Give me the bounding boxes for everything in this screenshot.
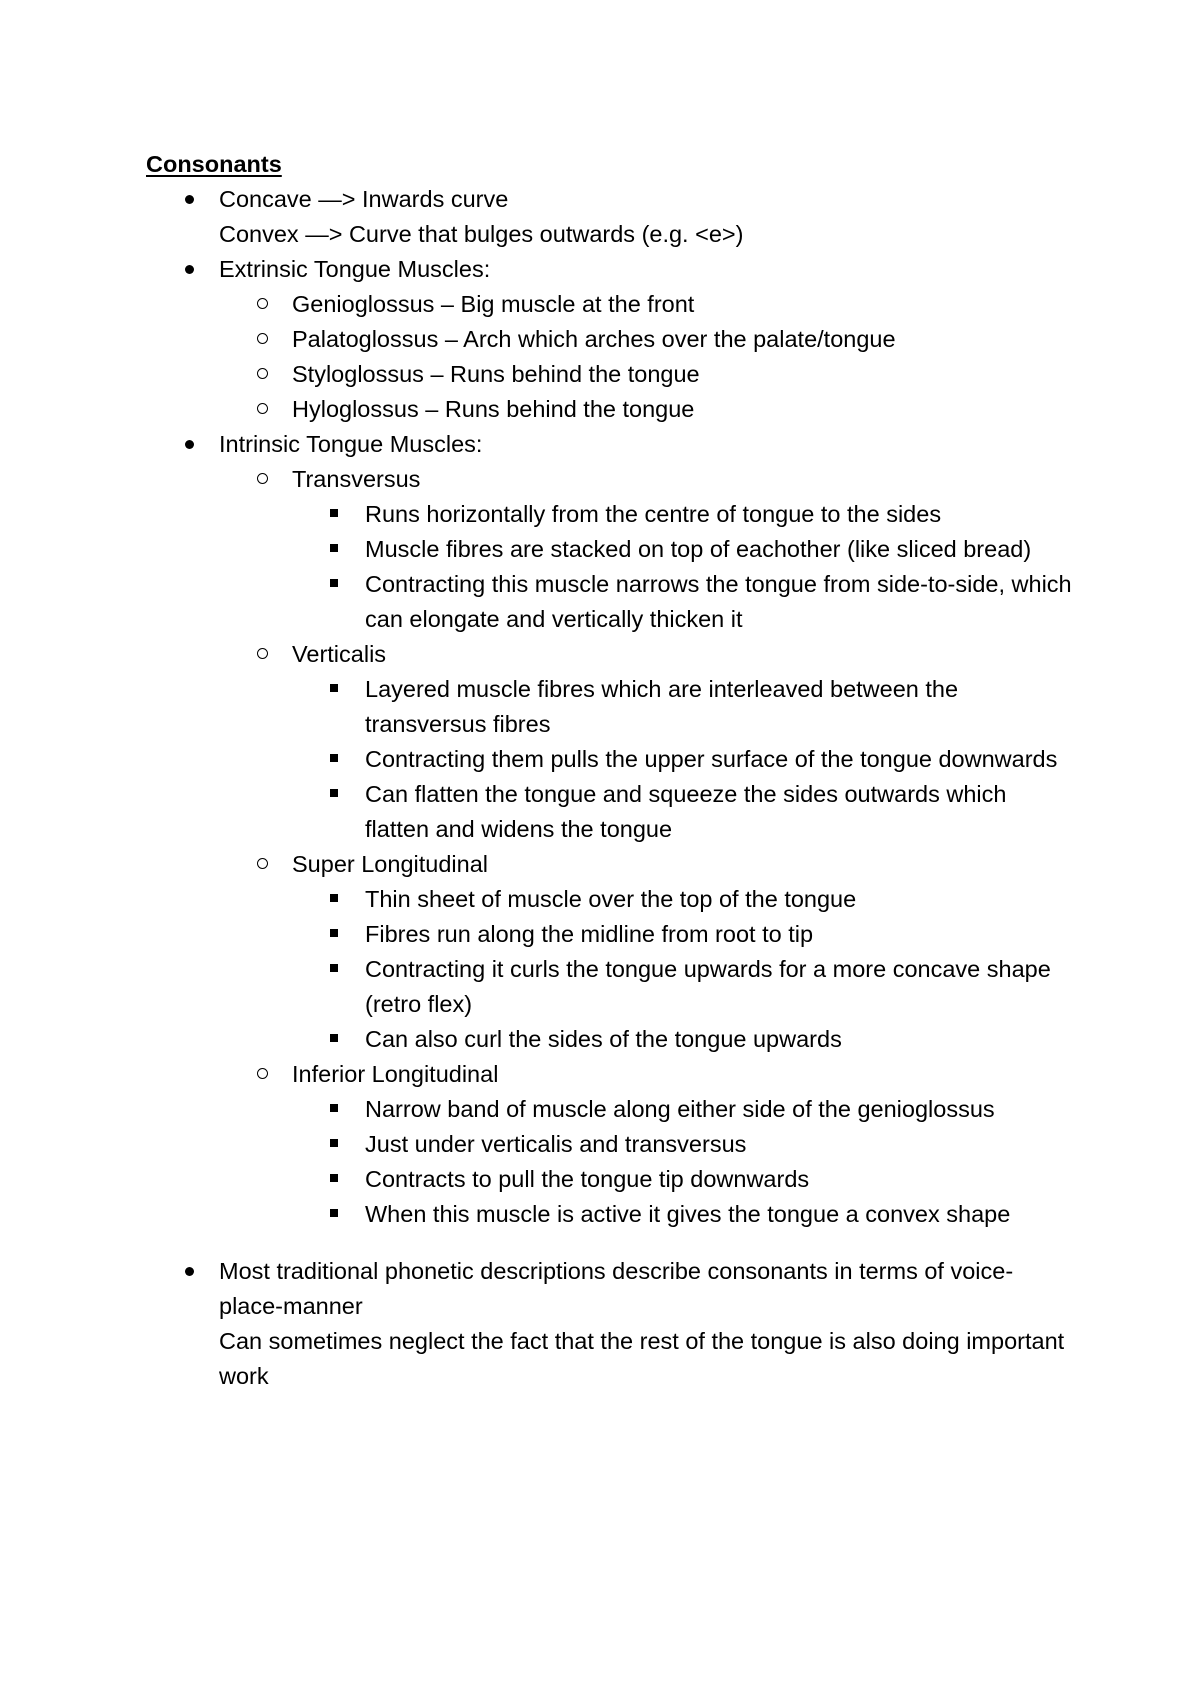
bullet-square-icon — [330, 509, 338, 517]
muscle-text: Styloglossus – Runs behind the tongue — [292, 361, 700, 387]
list-item-extrinsic — [146, 252, 1076, 287]
muscle-text: Hyloglossus – Runs behind the tongue — [292, 396, 695, 422]
muscle-label: Super Longitudinal — [292, 851, 488, 877]
muscle-label: Verticalis — [292, 641, 387, 667]
muscle-text: Genioglossus – Big muscle at the front — [292, 291, 695, 317]
muscle-label: Inferior Longitudinal — [292, 1061, 499, 1087]
bullet-square-icon — [330, 1174, 338, 1182]
bullet-circle-icon — [257, 858, 268, 869]
bullet-circle-icon — [257, 1068, 268, 1079]
bullet-square-icon — [330, 894, 338, 902]
point-text: Can also curl the sides of the tongue upwards — [365, 1026, 842, 1052]
bullet-circle-icon — [257, 648, 268, 659]
list-item — [327, 567, 1076, 637]
list-item — [327, 672, 1076, 742]
extrinsic-muscle-list — [146, 287, 1076, 427]
list-item-concave — [146, 182, 1076, 252]
list-item-intrinsic — [146, 427, 1076, 462]
list-item — [327, 1197, 1076, 1232]
bullet-square-icon — [330, 544, 338, 552]
bullet-circle-icon — [257, 298, 268, 309]
list-item — [257, 392, 1076, 427]
list-item — [327, 1127, 1076, 1162]
point-text: Thin sheet of muscle over the top of the tongue — [365, 886, 857, 912]
point-text: Muscle fibres are stacked on top of eachother (like sliced bread) — [365, 536, 1032, 562]
muscle-label: Transversus — [292, 466, 421, 492]
bullet-square-icon — [330, 929, 338, 937]
list-item-super-longitudinal — [257, 847, 1076, 1057]
list-item — [257, 287, 1076, 322]
point-text: Runs horizontally from the centre of tongue to the sides — [365, 501, 942, 527]
bullet-square-icon — [330, 1034, 338, 1042]
point-text: Just under verticalis and transversus — [365, 1131, 747, 1157]
list-item — [257, 357, 1076, 392]
verticalis-points — [292, 672, 1076, 847]
list-item — [257, 322, 1076, 357]
muscle-text: Palatoglossus – Arch which arches over the palate/tongue — [292, 326, 896, 352]
inferior-longitudinal-points — [292, 1092, 1076, 1232]
list-item — [327, 1022, 1076, 1057]
section-heading: Consonants — [146, 151, 282, 177]
bullet-circle-icon — [257, 333, 268, 344]
spacer — [146, 1232, 1076, 1254]
list-item — [327, 532, 1076, 567]
bullet-dot-icon — [185, 195, 194, 204]
point-text: Fibres run along the midline from root to tip — [365, 921, 814, 947]
point-text: Contracting it curls the tongue upwards for a more concave shape (retro flex) — [365, 956, 1051, 1017]
list-item — [327, 952, 1076, 1022]
point-text: Can flatten the tongue and squeeze the sides outwards which flatten and widens the tongue — [365, 781, 1007, 842]
intrinsic-muscle-list — [146, 462, 1076, 1232]
concave-text: Concave —> Inwards curve — [219, 186, 509, 212]
bullet-dot-icon — [185, 265, 194, 274]
intrinsic-label: Intrinsic Tongue Muscles: — [219, 431, 483, 457]
bullet-dot-icon — [185, 1267, 194, 1276]
bullet-square-icon — [330, 1104, 338, 1112]
traditional-text: Most traditional phonetic descriptions describe consonants in terms of voice-place-manner — [219, 1258, 1014, 1319]
list-item — [327, 1162, 1076, 1197]
bullet-square-icon — [330, 964, 338, 972]
point-text: Layered muscle fibres which are interleaved between the transversus fibres — [365, 676, 959, 737]
list-item — [327, 497, 1076, 532]
point-text: Contracts to pull the tongue tip downwards — [365, 1166, 810, 1192]
bullet-circle-icon — [257, 368, 268, 379]
list-item-verticalis — [257, 637, 1076, 847]
bullet-circle-icon — [257, 403, 268, 414]
list-item-transversus — [257, 462, 1076, 637]
list-item — [327, 742, 1076, 777]
bullet-dot-icon — [185, 440, 194, 449]
bullet-square-icon — [330, 579, 338, 587]
super-longitudinal-points — [292, 882, 1076, 1057]
list-item — [327, 777, 1076, 847]
bullet-square-icon — [330, 754, 338, 762]
list-item — [327, 882, 1076, 917]
neglect-text: Can sometimes neglect the fact that the rest of the tongue is also doing important work — [219, 1328, 1065, 1389]
bullet-square-icon — [330, 1139, 338, 1147]
list-item-traditional — [146, 1254, 1076, 1394]
bullet-circle-icon — [257, 473, 268, 484]
point-text: Contracting this muscle narrows the tongue from side-to-side, which can elongate and vertically thicken it — [365, 571, 1072, 632]
bullet-square-icon — [330, 789, 338, 797]
document-body — [146, 147, 1076, 1394]
transversus-points — [292, 497, 1076, 637]
bullet-square-icon — [330, 1209, 338, 1217]
list-item — [327, 917, 1076, 952]
point-text: When this muscle is active it gives the tongue a convex shape — [365, 1201, 1011, 1227]
list-item-inferior-longitudinal — [257, 1057, 1076, 1232]
point-text: Contracting them pulls the upper surface of the tongue downwards — [365, 746, 1058, 772]
bullet-square-icon — [330, 684, 338, 692]
list-item — [327, 1092, 1076, 1127]
convex-text: Convex —> Curve that bulges outwards (e.g. <e>) — [219, 221, 744, 247]
extrinsic-label: Extrinsic Tongue Muscles: — [219, 256, 491, 282]
point-text: Narrow band of muscle along either side of the genioglossus — [365, 1096, 995, 1122]
